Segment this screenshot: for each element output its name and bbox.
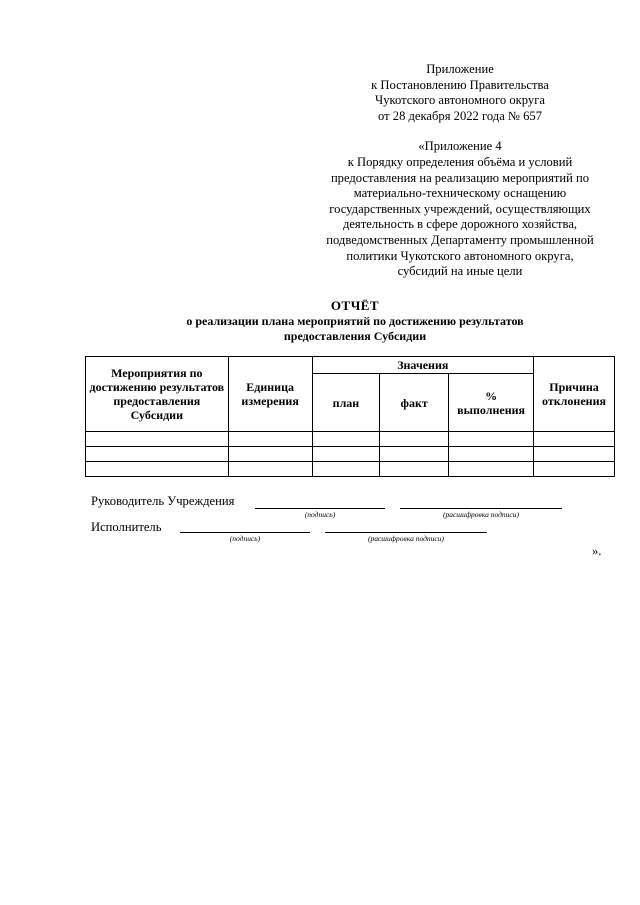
closing-quote: ».	[592, 544, 602, 558]
annex-line: материально-техническому оснащению	[353, 186, 567, 201]
executor-decode-hint: (расшифровка подписи)	[367, 534, 445, 543]
table-cell[interactable]	[380, 462, 449, 477]
table-cell[interactable]	[228, 462, 312, 477]
table-cell[interactable]	[534, 462, 615, 477]
appendix-line: Чукотского автономного округа	[375, 93, 545, 108]
header-values: Значения	[312, 357, 533, 374]
table-cell[interactable]	[312, 462, 380, 477]
executor-signature-hint: (подпись)	[229, 534, 261, 543]
head-decode-line[interactable]	[400, 508, 562, 509]
table-row	[86, 432, 615, 447]
annex-line: к Порядку определения объёма и условий	[347, 154, 573, 169]
head-decode-hint: (расшифровка подписи)	[442, 510, 520, 519]
annex-line: подведомственных Департаменту промышленной	[326, 232, 594, 247]
annex-line: предоставления на реализацию мероприятий по	[330, 170, 590, 185]
appendix-line: от 28 декабря 2022 года № 657	[377, 108, 542, 123]
table-cell[interactable]	[449, 447, 534, 462]
executor-signature-label: Исполнитель	[91, 520, 162, 534]
head-signature-label: Руководитель Учреждения	[91, 494, 235, 508]
annex-line: «Приложение 4	[418, 139, 502, 154]
table-cell[interactable]	[312, 432, 380, 447]
table-cell[interactable]	[86, 447, 229, 462]
appendix-block	[320, 62, 600, 280]
table-cell[interactable]	[86, 462, 229, 477]
table-cell[interactable]	[228, 447, 312, 462]
header-plan: план	[312, 374, 380, 432]
annex-line: деятельность в сфере дорожного хозяйства,	[342, 217, 578, 232]
table-cell[interactable]	[380, 447, 449, 462]
executor-decode-line[interactable]	[325, 532, 487, 533]
table-cell[interactable]	[312, 447, 380, 462]
table-cell[interactable]	[449, 462, 534, 477]
head-signature-line[interactable]	[255, 508, 385, 509]
head-signature-hint: (подпись)	[304, 510, 336, 519]
table-cell[interactable]	[534, 432, 615, 447]
header-reason: Причина отклонения	[534, 357, 615, 432]
report-subtitle	[0, 314, 640, 343]
table-cell[interactable]	[228, 432, 312, 447]
table-row	[86, 447, 615, 462]
table-cell[interactable]	[534, 447, 615, 462]
executor-signature-line[interactable]	[180, 532, 310, 533]
appendix-line: к Постановлению Правительства	[371, 77, 549, 92]
appendix-line: Приложение	[426, 62, 494, 76]
annex-line: политики Чукотского автономного округа,	[346, 248, 574, 263]
header-unit: Единица измерения	[228, 357, 312, 432]
header-percent: % выполнения	[449, 374, 534, 432]
header-activities: Мероприятия по достижению результатов предоставления Субсидии	[86, 357, 229, 432]
table-cell[interactable]	[86, 432, 229, 447]
header-fact: факт	[380, 374, 449, 432]
table-cell[interactable]	[449, 432, 534, 447]
report-table	[85, 356, 615, 477]
subtitle-line: о реализации плана мероприятий по достижению результатов	[186, 314, 524, 328]
table-row	[86, 462, 615, 477]
report-title: ОТЧЁТ	[330, 298, 380, 313]
table-cell[interactable]	[380, 432, 449, 447]
subtitle-line: предоставления Субсидии	[283, 328, 427, 343]
annex-line: субсидий на иные цели	[397, 264, 523, 279]
annex-line: государственных учреждений, осуществляющих	[329, 201, 591, 216]
